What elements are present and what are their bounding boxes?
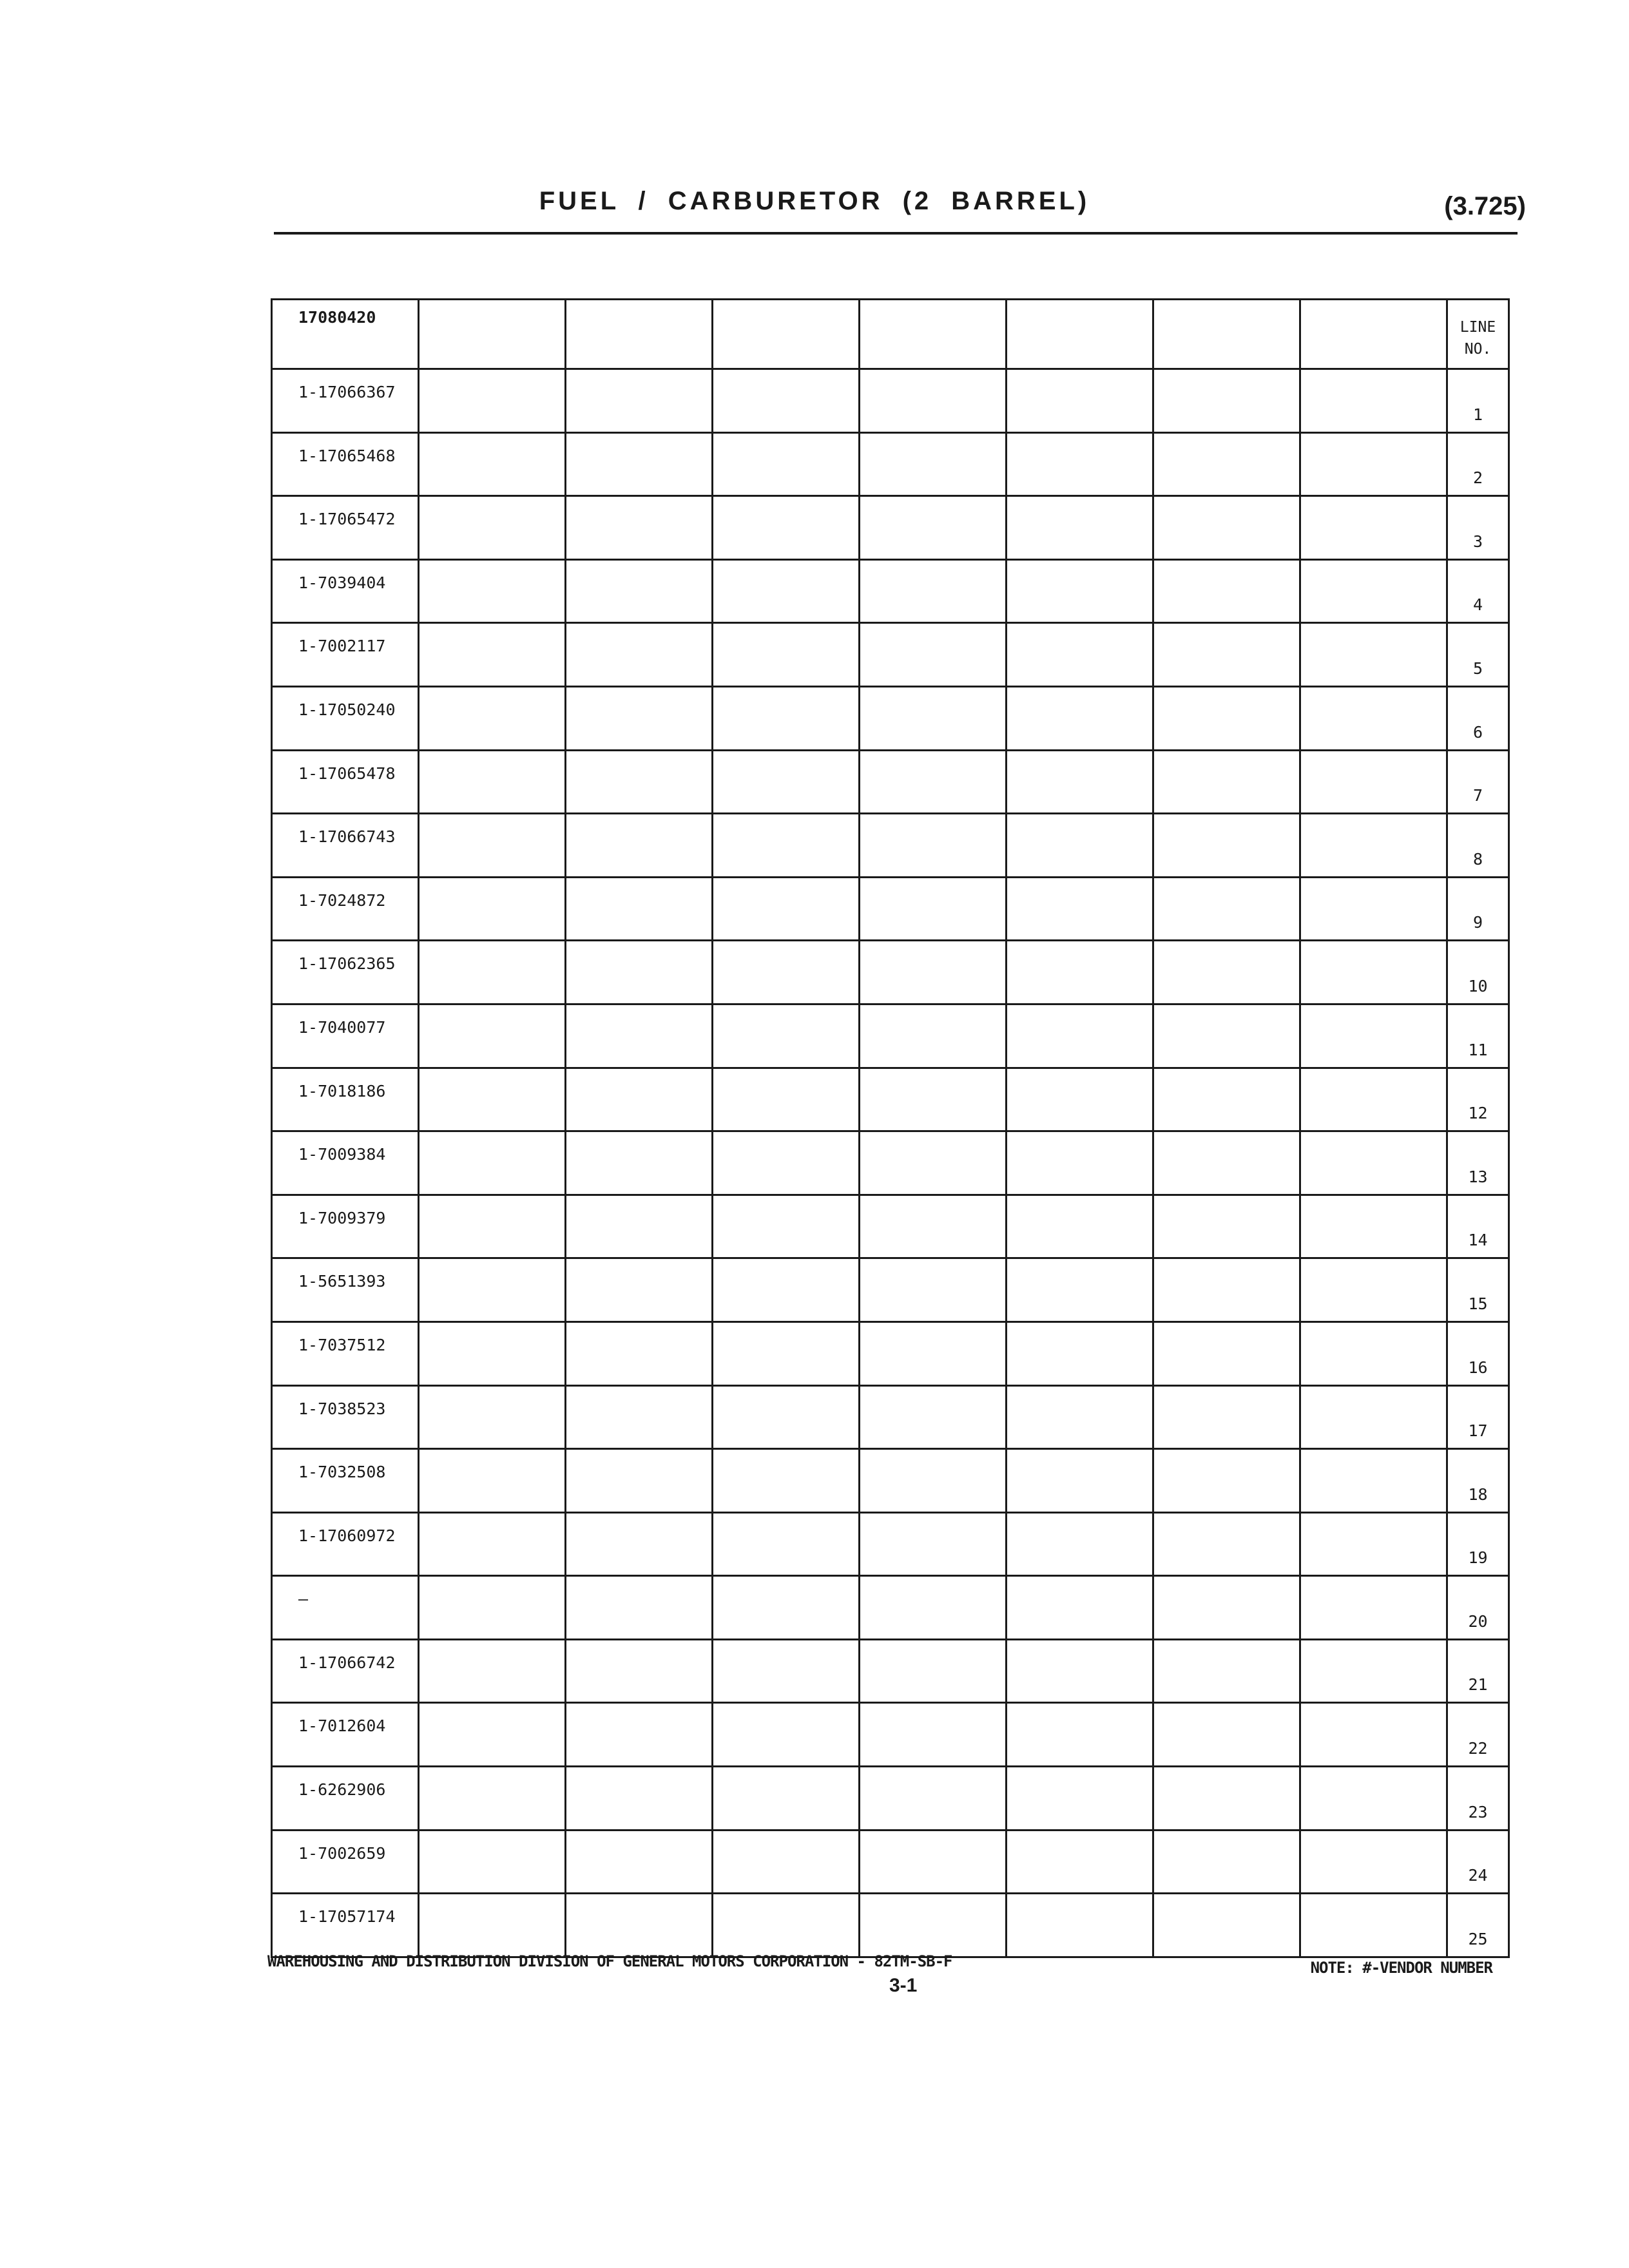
grid-cell [566, 1576, 713, 1640]
grid-cell [419, 941, 566, 1004]
part-number: 1-6262906 [272, 1767, 419, 1831]
table-row [272, 623, 1509, 687]
grid-cell [1007, 1576, 1153, 1640]
grid-cell [1300, 1258, 1447, 1322]
grid-cell [566, 686, 713, 750]
part-number: 1-7009379 [272, 1195, 419, 1258]
grid-cell [566, 1004, 713, 1068]
grid-cell [860, 1639, 1007, 1703]
grid-cell [1007, 941, 1153, 1004]
line-number-header [1447, 300, 1509, 369]
grid-cell [1300, 623, 1447, 687]
grid-cell [860, 814, 1007, 878]
grid-cell [1007, 686, 1153, 750]
table-row [272, 1830, 1509, 1894]
grid-cell [860, 1385, 1007, 1449]
part-number: 1-7024872 [272, 877, 419, 941]
grid-cell [860, 1512, 1007, 1576]
grid-cell [419, 1830, 566, 1894]
grid-cell [419, 1512, 566, 1576]
grid-cell [419, 877, 566, 941]
line-number: 19 [1447, 1512, 1509, 1576]
grid-cell [713, 1767, 860, 1831]
grid-cell [860, 1767, 1007, 1831]
grid-cell [1153, 1321, 1300, 1385]
grid-cell [1153, 496, 1300, 560]
table-row [272, 496, 1509, 560]
grid-cell [1007, 1068, 1153, 1131]
part-number: 1-17065472 [272, 496, 419, 560]
grid-cell [1300, 941, 1447, 1004]
table-row [272, 877, 1509, 941]
grid-cell [860, 750, 1007, 814]
line-number: 24 [1447, 1830, 1509, 1894]
grid-cell [419, 1068, 566, 1131]
grid-cell [1007, 496, 1153, 560]
line-number: 15 [1447, 1258, 1509, 1322]
grid-cell [566, 1195, 713, 1258]
parts-grid [271, 298, 1510, 1958]
grid-cell [419, 496, 566, 560]
table-row [272, 1258, 1509, 1322]
grid-cell [1300, 686, 1447, 750]
grid-cell [713, 1703, 860, 1767]
grid-cell [1153, 1004, 1300, 1068]
grid-cell [860, 623, 1007, 687]
grid-cell [566, 1639, 713, 1703]
table-row [272, 686, 1509, 750]
grid-cell [1007, 1449, 1153, 1513]
table-row [272, 1195, 1509, 1258]
grid-cell [860, 1258, 1007, 1322]
grid-cell [566, 1258, 713, 1322]
grid-cell [1300, 1195, 1447, 1258]
grid-cell [1300, 1639, 1447, 1703]
grid-cell [1007, 1195, 1153, 1258]
table-row [272, 559, 1509, 623]
grid-cell [1300, 1767, 1447, 1831]
grid-cell [1300, 1068, 1447, 1131]
table-row [272, 814, 1509, 878]
grid-cell [860, 1131, 1007, 1195]
table-row [272, 1131, 1509, 1195]
grid-cell [419, 1449, 566, 1513]
grid-cell [566, 559, 713, 623]
grid-cell [713, 1576, 860, 1640]
line-number: 14 [1447, 1195, 1509, 1258]
grid-cell [713, 432, 860, 496]
grid-cell [860, 1068, 1007, 1131]
grid-cell [419, 1894, 566, 1957]
part-number: 1-17065468 [272, 432, 419, 496]
grid-cell [860, 1195, 1007, 1258]
grid-cell [713, 1068, 860, 1131]
grid-cell [1153, 1258, 1300, 1322]
grid-cell [1300, 432, 1447, 496]
grid-cell [860, 369, 1007, 433]
table-row [272, 369, 1509, 433]
grid-cell [713, 1512, 860, 1576]
grid-cell [566, 300, 713, 369]
grid-cell [1153, 623, 1300, 687]
grid-cell [566, 941, 713, 1004]
table-row [272, 750, 1509, 814]
grid-cell [713, 686, 860, 750]
grid-cell [1300, 1703, 1447, 1767]
grid-cell [566, 496, 713, 560]
grid-cell [1153, 1639, 1300, 1703]
table-row [272, 1767, 1509, 1831]
part-number: 1-17062365 [272, 941, 419, 1004]
grid-cell [860, 1830, 1007, 1894]
line-number: 20 [1447, 1576, 1509, 1640]
grid-cell [1300, 1449, 1447, 1513]
line-number: 25 [1447, 1894, 1509, 1957]
grid-cell [1153, 750, 1300, 814]
grid-cell [1153, 432, 1300, 496]
page-number: 3-1 [889, 1975, 918, 1996]
grid-cell [1300, 1512, 1447, 1576]
grid-cell [713, 496, 860, 560]
grid-cell [566, 1131, 713, 1195]
grid-cell [1153, 1512, 1300, 1576]
grid-cell [566, 369, 713, 433]
line-number: 9 [1447, 877, 1509, 941]
grid-cell [566, 1385, 713, 1449]
grid-cell [1300, 300, 1447, 369]
grid-cell [1300, 750, 1447, 814]
grid-cell [860, 432, 1007, 496]
grid-cell [1007, 1385, 1153, 1449]
grid-cell [419, 1195, 566, 1258]
grid-cell [1153, 1131, 1300, 1195]
grid-cell [419, 300, 566, 369]
grid-cell [1007, 1703, 1153, 1767]
grid-cell [1153, 1449, 1300, 1513]
grid-cell [1153, 941, 1300, 1004]
grid-cell [1153, 1894, 1300, 1957]
table-row [272, 1639, 1509, 1703]
grid-cell [713, 559, 860, 623]
grid-cell [566, 877, 713, 941]
grid-cell [566, 1703, 713, 1767]
grid-cell [1300, 1830, 1447, 1894]
grid-cell [419, 1639, 566, 1703]
line-number: 7 [1447, 750, 1509, 814]
part-number: 1-17065478 [272, 750, 419, 814]
grid-cell [419, 1321, 566, 1385]
table-row [272, 941, 1509, 1004]
grid-cell [419, 369, 566, 433]
line-number: 3 [1447, 496, 1509, 560]
line-number: 12 [1447, 1068, 1509, 1131]
grid-cell [1300, 1576, 1447, 1640]
grid-cell [1153, 686, 1300, 750]
grid-cell [1153, 877, 1300, 941]
grid-cell [1007, 623, 1153, 687]
grid-cell [419, 1258, 566, 1322]
table-row [272, 1385, 1509, 1449]
footer-note: NOTE: #-VENDOR NUMBER [1310, 1959, 1492, 1977]
line-number: 1 [1447, 369, 1509, 433]
grid-cell [1007, 432, 1153, 496]
grid-cell [419, 1004, 566, 1068]
grid-cell [713, 1449, 860, 1513]
grid-cell [1153, 814, 1300, 878]
grid-cell [860, 1321, 1007, 1385]
grid-cell [1300, 1894, 1447, 1957]
part-number: 1-7037512 [272, 1321, 419, 1385]
grid-cell [860, 686, 1007, 750]
grid-cell [419, 750, 566, 814]
table-row [272, 432, 1509, 496]
grid-cell [1300, 1321, 1447, 1385]
part-number: — [272, 1576, 419, 1640]
grid-cell [713, 1894, 860, 1957]
grid-cell [1007, 1830, 1153, 1894]
grid-cell [1153, 300, 1300, 369]
part-number: 1-17050240 [272, 686, 419, 750]
table-header-row [272, 300, 1509, 369]
line-number: 5 [1447, 623, 1509, 687]
grid-cell [713, 623, 860, 687]
grid-cell [860, 877, 1007, 941]
grid-cell [1007, 1767, 1153, 1831]
grid-cell [566, 432, 713, 496]
grid-cell [1007, 877, 1153, 941]
line-number: 11 [1447, 1004, 1509, 1068]
table-row [272, 1703, 1509, 1767]
grid-cell [713, 941, 860, 1004]
grid-cell [566, 1512, 713, 1576]
grid-cell [1007, 369, 1153, 433]
table-row [272, 1576, 1509, 1640]
grid-cell [713, 1830, 860, 1894]
grid-cell [566, 623, 713, 687]
page-title: FUEL / CARBURETOR (2 BARREL) [539, 187, 1090, 215]
part-number: 1-7040077 [272, 1004, 419, 1068]
grid-cell [566, 814, 713, 878]
table-row [272, 1449, 1509, 1513]
grid-cell [419, 1767, 566, 1831]
grid-cell [1300, 496, 1447, 560]
part-number: 1-17066742 [272, 1639, 419, 1703]
part-number: 1-17057174 [272, 1894, 419, 1957]
grid-cell [713, 1195, 860, 1258]
grid-cell [1007, 1894, 1153, 1957]
grid-cell [713, 1004, 860, 1068]
header-rule [274, 232, 1518, 235]
grid-cell [860, 1004, 1007, 1068]
grid-cell [1007, 1512, 1153, 1576]
part-number: 1-17060972 [272, 1512, 419, 1576]
grid-cell [860, 941, 1007, 1004]
line-number: 6 [1447, 686, 1509, 750]
line-number: 17 [1447, 1385, 1509, 1449]
grid-cell [1153, 559, 1300, 623]
grid-cell [1007, 750, 1153, 814]
grid-cell [713, 877, 860, 941]
table-row [272, 1004, 1509, 1068]
grid-cell [1153, 1576, 1300, 1640]
grid-cell [860, 300, 1007, 369]
grid-cell [1153, 369, 1300, 433]
line-header-label: NO. [1464, 341, 1492, 358]
grid-cell [713, 1258, 860, 1322]
grid-cell [566, 1767, 713, 1831]
grid-cell [566, 1449, 713, 1513]
grid-cell [1153, 1068, 1300, 1131]
grid-cell [1300, 814, 1447, 878]
grid-cell [1007, 1004, 1153, 1068]
grid-cell [1153, 1195, 1300, 1258]
grid-cell [1007, 559, 1153, 623]
parts-grid-body [272, 300, 1509, 1957]
grid-cell [1153, 1703, 1300, 1767]
grid-cell [566, 1830, 713, 1894]
grid-cell [566, 750, 713, 814]
grid-cell [1153, 1830, 1300, 1894]
grid-cell [713, 750, 860, 814]
grid-cell [566, 1894, 713, 1957]
grid-cell [1300, 1131, 1447, 1195]
part-number: 1-17066367 [272, 369, 419, 433]
part-number: 1-5651393 [272, 1258, 419, 1322]
grid-cell [1300, 877, 1447, 941]
grid-cell [713, 369, 860, 433]
grid-cell [713, 1385, 860, 1449]
grid-cell [419, 559, 566, 623]
grid-cell [419, 1385, 566, 1449]
line-header-label: LINE [1460, 319, 1496, 336]
footer-division-text: WAREHOUSING AND DISTRIBUTION DIVISION OF GENERAL MOTORS CORPORATION - 82TM-SB-F [267, 1952, 952, 1970]
header-part-number: 17080420 [272, 300, 419, 369]
grid-cell [1007, 1131, 1153, 1195]
grid-cell [1007, 1258, 1153, 1322]
table-row [272, 1321, 1509, 1385]
line-number: 4 [1447, 559, 1509, 623]
grid-cell [860, 1576, 1007, 1640]
table-row [272, 1068, 1509, 1131]
line-number: 21 [1447, 1639, 1509, 1703]
grid-cell [713, 814, 860, 878]
grid-cell [419, 1576, 566, 1640]
line-number: 2 [1447, 432, 1509, 496]
line-number: 10 [1447, 941, 1509, 1004]
line-number: 23 [1447, 1767, 1509, 1831]
line-number: 8 [1447, 814, 1509, 878]
part-number: 1-7002659 [272, 1830, 419, 1894]
grid-cell [1007, 300, 1153, 369]
grid-cell [419, 1131, 566, 1195]
part-number: 1-7009384 [272, 1131, 419, 1195]
table-row [272, 1512, 1509, 1576]
part-number: 1-17066743 [272, 814, 419, 878]
grid-cell [566, 1068, 713, 1131]
part-number: 1-7032508 [272, 1449, 419, 1513]
line-number: 16 [1447, 1321, 1509, 1385]
grid-cell [713, 1131, 860, 1195]
line-number: 22 [1447, 1703, 1509, 1767]
line-number: 13 [1447, 1131, 1509, 1195]
part-number: 1-7002117 [272, 623, 419, 687]
grid-cell [419, 623, 566, 687]
grid-cell [419, 432, 566, 496]
grid-cell [1007, 814, 1153, 878]
line-number: 18 [1447, 1449, 1509, 1513]
grid-cell [419, 1703, 566, 1767]
grid-cell [860, 496, 1007, 560]
grid-cell [566, 1321, 713, 1385]
part-number: 1-7039404 [272, 559, 419, 623]
grid-cell [860, 559, 1007, 623]
grid-cell [860, 1894, 1007, 1957]
grid-cell [1007, 1639, 1153, 1703]
grid-cell [1300, 559, 1447, 623]
grid-cell [1153, 1385, 1300, 1449]
section-number: (3.725) [1444, 192, 1526, 220]
grid-cell [713, 300, 860, 369]
part-number: 1-7012604 [272, 1703, 419, 1767]
grid-cell [860, 1449, 1007, 1513]
grid-cell [419, 814, 566, 878]
grid-cell [713, 1321, 860, 1385]
grid-cell [1300, 1385, 1447, 1449]
grid-cell [713, 1639, 860, 1703]
grid-cell [1007, 1321, 1153, 1385]
grid-cell [419, 686, 566, 750]
grid-cell [860, 1703, 1007, 1767]
part-number: 1-7018186 [272, 1068, 419, 1131]
grid-cell [1300, 369, 1447, 433]
grid-cell [1153, 1767, 1300, 1831]
table-row [272, 1894, 1509, 1957]
grid-cell [1300, 1004, 1447, 1068]
part-number: 1-7038523 [272, 1385, 419, 1449]
